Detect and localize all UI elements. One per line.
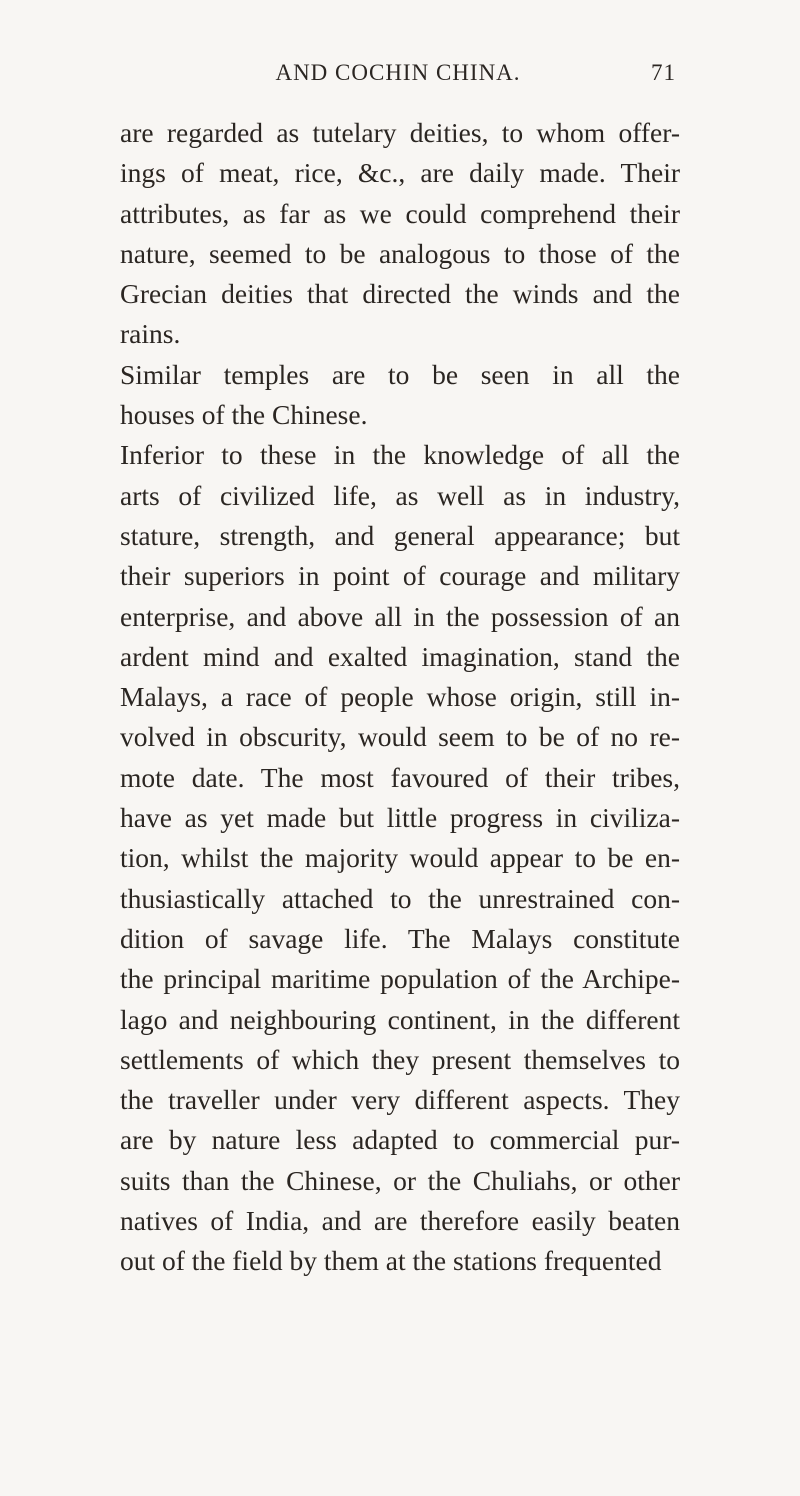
text-line: Similar temples are to be seen in all the [120, 358, 680, 390]
text-line: tion, whilst the majority would appear to be en- [120, 842, 680, 874]
text-line: nature, seemed to be analogous to those of the [120, 237, 680, 269]
text-line: lago and neighbouring continent, in the different [120, 1003, 680, 1035]
text-line: ings of meat, rice, &c., are daily made. Their [120, 157, 680, 189]
text-line: their superiors in point of courage and military [120, 560, 680, 592]
text-line: are regarded as tutelary deities, to whom offer- [120, 117, 680, 148]
text-line: mote date. The most favoured of their tribes, [120, 761, 680, 793]
text-line: out of the field by them at the stations frequented [120, 1245, 662, 1277]
text-line: the traveller under very different aspects. They [120, 1084, 680, 1116]
text-line: are by nature less adapted to commercial pur- [120, 1124, 680, 1156]
text-line: rains. [120, 318, 181, 350]
text-line: Malays, a race of people whose origin, still in- [120, 681, 680, 713]
text-line: have as yet made but little progress in civiliza- [120, 802, 680, 834]
text-line: Grecian deities that directed the winds and the [120, 278, 680, 310]
running-head [120, 60, 676, 100]
text-line: enterprise, and above all in the possession of an [120, 600, 680, 632]
text-line: houses of the Chinese. [120, 399, 368, 431]
text-line: Inferior to these in the knowledge of all the [120, 439, 680, 471]
body-text [120, 113, 680, 1282]
text-line: dition of savage life. The Malays constitute [120, 922, 680, 954]
text-line: stature, strength, and general appearance; but [120, 519, 680, 551]
text-line: thusiastically attached to the unrestrained con- [120, 882, 680, 914]
text-line: arts of civilized life, as well as in industry, [120, 479, 680, 511]
text-line: the principal maritime population of the Archipe- [120, 963, 680, 995]
text-line: ardent mind and exalted imagination, stand the [120, 640, 680, 672]
text-line: volved in obscurity, would seem to be of no re- [120, 721, 680, 753]
text-line: suits than the Chinese, or the Chuliahs, or other [120, 1164, 680, 1196]
running-title: AND COCHIN CHINA. [275, 60, 521, 85]
text-line: settlements of which they present themselves to [120, 1043, 680, 1075]
page-number: 71 [651, 60, 676, 85]
text-line: attributes, as far as we could comprehend their [120, 197, 680, 229]
text-line: natives of India, and are therefore easily beaten [120, 1205, 680, 1237]
